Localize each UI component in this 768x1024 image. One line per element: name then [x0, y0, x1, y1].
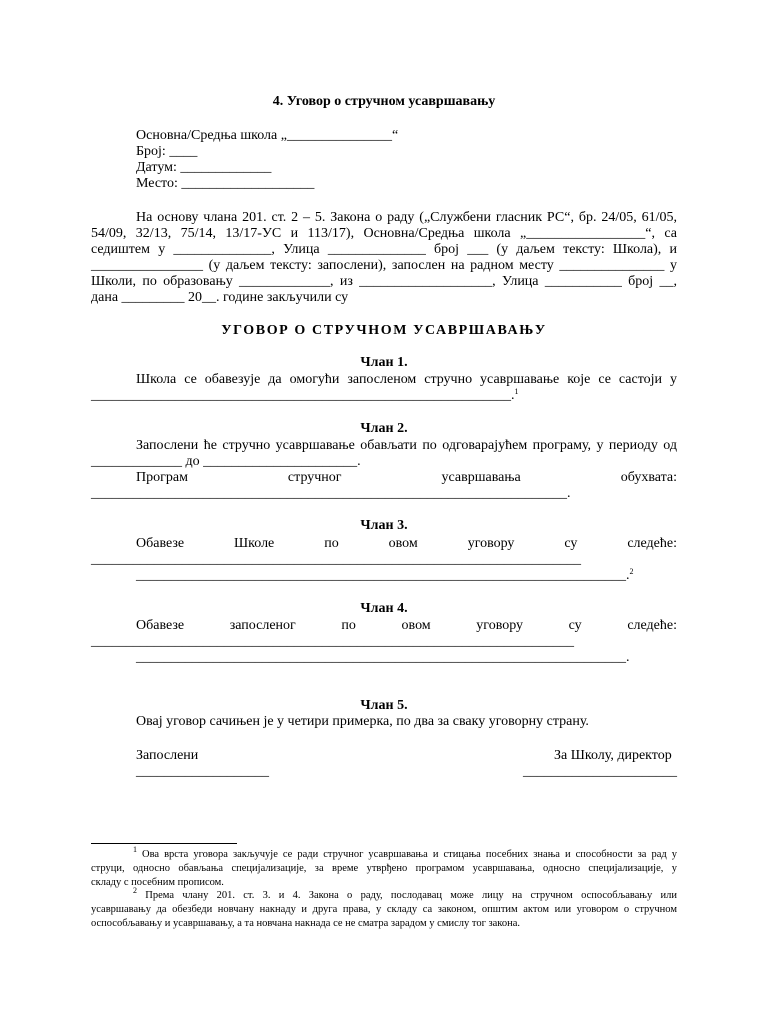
footnote-separator	[91, 843, 237, 844]
article-3-title: Члан 3.	[360, 518, 408, 533]
contract-title: УГОВОР О СТРУЧНОМ УСАВРШАВАЊУ	[221, 323, 547, 338]
article-3-line-2: ______________________________________________________________________	[91, 552, 581, 567]
article-2-title: Члан 2.	[360, 421, 408, 436]
article-4-line-3: ______________________________________________________________________.	[136, 650, 630, 665]
footnote-2-line-2: усавршавању да обезбеди новчану накнаду и друга права, у складу са законом, општим актом или уговором о стручном	[91, 904, 677, 915]
footnote-ref-2: 2	[629, 567, 634, 576]
footnote-2-line-3: оспособљавању и усавршавању, а та новчана накнада се не сматра зарадом у смислу тог закона.	[91, 918, 521, 929]
footnote-2-number: 2	[133, 886, 137, 895]
footnote-ref-1: 1	[514, 387, 519, 396]
article-2-line-3: Програм стручног усавршавања обухвата:	[136, 470, 677, 485]
signature-employee-label: Запослени	[136, 748, 199, 763]
article-5-line-1: Овај уговор сачињен је у четири примерка, по два за сваку уговорну страну.	[136, 714, 589, 729]
article-1-title: Члан 1.	[360, 355, 408, 370]
article-4-title: Члан 4.	[360, 601, 408, 616]
date-line: Датум: _____________	[136, 160, 272, 175]
article-3-line-1: Обавезе Школе по овом уговору су следеће:	[136, 536, 677, 551]
intro-line-2: 54/09, 32/13, 75/14, 13/17-УС и 113/17), Основна/Средња школа „_________________“, са	[91, 226, 677, 241]
signature-employee-line: ___________________	[136, 764, 269, 779]
number-line: Број: ____	[136, 144, 198, 159]
school-line: Основна/Средња школа „_______________“	[136, 128, 399, 143]
intro-line-3: седиштем у ______________, Улица ______________ број ___ (у даљем тексту: Школа), и	[91, 242, 677, 257]
signature-school-line: ______________________	[523, 764, 677, 779]
article-5-title: Члан 5.	[360, 698, 408, 713]
intro-line-1: На основу члана 201. ст. 2 – 5. Закона о раду („Службени гласник РС“, бр. 24/05, 61/05,	[136, 210, 677, 225]
article-2-line-4: ____________________________________________________________________.	[91, 486, 571, 501]
signature-school-label: За Школу, директор	[554, 748, 672, 763]
article-1-line-1: Школа се обавезује да омогући запосленом стручно усавршавање које се састоји у	[136, 372, 677, 387]
article-3-line-3: ______________________________________________________________________.$^2$	[136, 567, 634, 583]
article-2-line-2: _____________ до ______________________.	[91, 454, 361, 469]
intro-line-4: ________________ (у даљем тексту: запослени), запослен на радном месту _______________ у	[91, 258, 677, 273]
article-4-line-2: _____________________________________________________________________	[91, 634, 574, 649]
footnote-1-number: 1	[133, 845, 137, 854]
place-line: Место: ___________________	[136, 176, 315, 191]
intro-line-5: Школи, по образовању _____________, из ___________________, Улица ___________ број __,	[91, 274, 677, 289]
article-2-line-1: Запослени ће стручно усавршавање обављати по одговарајућем програму, у периоду од	[136, 438, 677, 453]
footnote-1-line-1: $^1$ Ова врста уговора закључује се ради стручног усавршавања и стицања посебних знања и способности за рад у	[133, 845, 677, 860]
article-4-line-1: Обавезе запосленог по овом уговору су следеће:	[136, 618, 677, 633]
footnote-1-line-3: складу с посебним прописом.	[91, 877, 224, 888]
document-heading: 4. Уговор о стручном усавршавању	[272, 94, 496, 109]
article-1-line-2: ____________________________________________________________.$^1$	[91, 387, 519, 403]
intro-line-6: дана _________ 20__. године закључили су	[91, 290, 349, 305]
footnote-2-line-1: $^2$ Према члану 201. ст. 3. и 4. Закона о раду, послодавац може лицу на стручном оспособљавању или	[133, 886, 678, 901]
footnote-1-line-2: струци, односно обављања специјализације, за време утврђено програмом усавршавања, односно специјализације, у	[91, 863, 677, 874]
